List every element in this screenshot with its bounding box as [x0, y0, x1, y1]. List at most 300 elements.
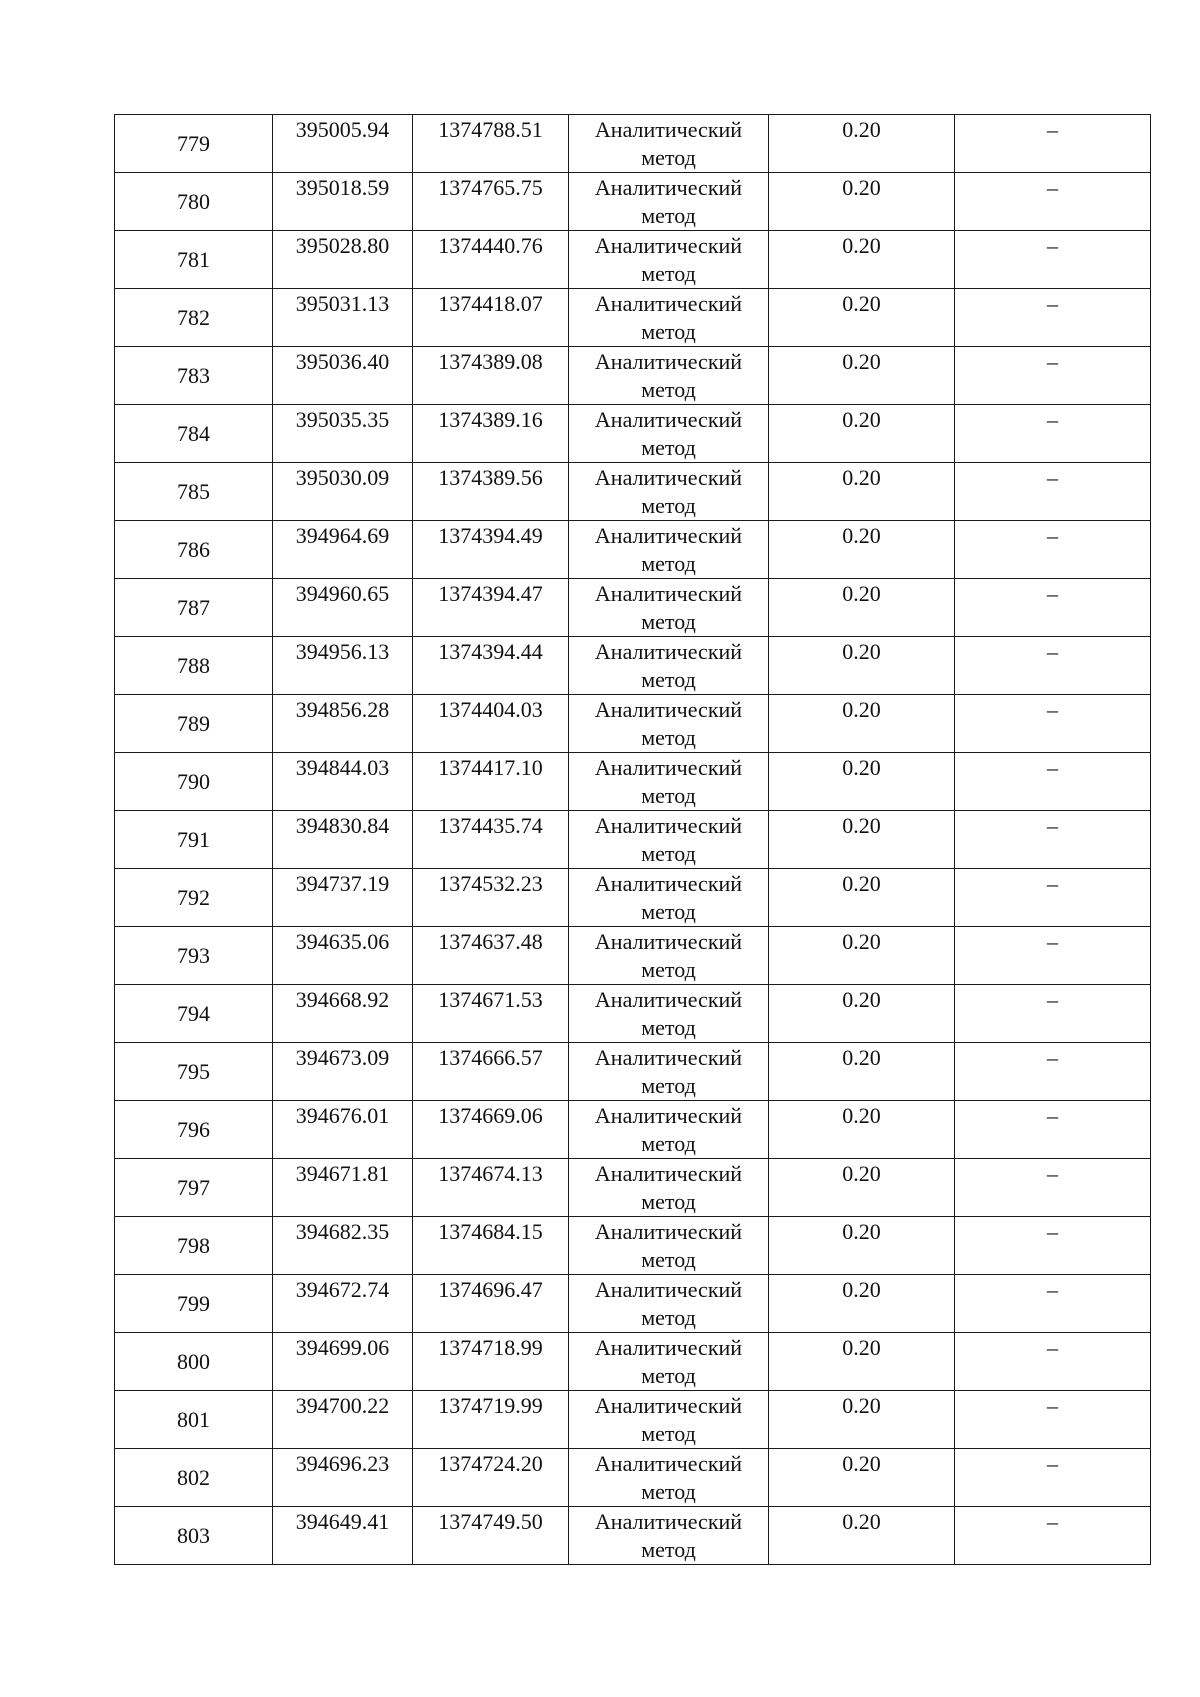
table-row — [115, 1043, 1151, 1101]
x-coordinate-text: 394856.28 — [295, 697, 390, 722]
accuracy-cell — [769, 695, 955, 753]
method-cell — [569, 1217, 769, 1275]
point-number-cell — [115, 521, 273, 579]
point-number-text: 803 — [177, 1522, 210, 1548]
table-row — [115, 289, 1151, 347]
accuracy-text: 0.20 — [842, 1219, 881, 1244]
y-coordinate-text: 1374669.06 — [438, 1103, 543, 1128]
y-coordinate-text: 1374394.47 — [438, 581, 543, 606]
method-cell — [569, 1333, 769, 1391]
point-number-cell — [115, 927, 273, 985]
x-coordinate-cell — [273, 927, 413, 985]
table-row — [115, 173, 1151, 231]
table-row — [115, 695, 1151, 753]
accuracy-text: 0.20 — [842, 1161, 881, 1186]
point-number-cell — [115, 173, 273, 231]
point-number-text: 801 — [177, 1406, 210, 1432]
table-row — [115, 463, 1151, 521]
y-coordinate-cell — [413, 927, 569, 985]
method-text: Аналитический метод — [594, 349, 743, 402]
y-coordinate-cell — [413, 1333, 569, 1391]
method-cell — [569, 811, 769, 869]
point-number-text: 779 — [177, 130, 210, 156]
accuracy-text: 0.20 — [842, 581, 881, 606]
table-row — [115, 347, 1151, 405]
method-text: Аналитический метод — [594, 1277, 743, 1330]
y-coordinate-text: 1374389.56 — [438, 465, 543, 490]
x-coordinate-text: 394964.69 — [295, 523, 390, 548]
point-number-text: 798 — [177, 1232, 210, 1258]
method-cell — [569, 1159, 769, 1217]
method-text: Аналитический метод — [594, 871, 743, 924]
x-coordinate-text: 394672.74 — [295, 1277, 390, 1302]
x-coordinate-text: 394671.81 — [295, 1161, 390, 1186]
point-number-cell — [115, 869, 273, 927]
point-number-text: 790 — [177, 768, 210, 794]
accuracy-cell — [769, 231, 955, 289]
y-coordinate-cell — [413, 231, 569, 289]
y-coordinate-text: 1374696.47 — [438, 1277, 543, 1302]
table-row — [115, 1275, 1151, 1333]
x-coordinate-text: 394960.65 — [295, 581, 390, 606]
table-row — [115, 405, 1151, 463]
y-coordinate-cell — [413, 1101, 569, 1159]
table-row — [115, 1333, 1151, 1391]
accuracy-text: 0.20 — [842, 1451, 881, 1476]
y-coordinate-text: 1374394.44 — [438, 639, 543, 664]
method-text: Аналитический метод — [594, 1335, 743, 1388]
x-coordinate-cell — [273, 115, 413, 173]
x-coordinate-cell — [273, 521, 413, 579]
table-row — [115, 1507, 1151, 1565]
accuracy-cell — [769, 1507, 955, 1565]
description-cell — [955, 347, 1151, 405]
accuracy-cell — [769, 811, 955, 869]
x-coordinate-text: 395030.09 — [295, 465, 390, 490]
method-cell — [569, 115, 769, 173]
y-coordinate-text: 1374749.50 — [438, 1509, 543, 1534]
description-cell — [955, 1333, 1151, 1391]
y-coordinate-cell — [413, 1217, 569, 1275]
description-text: – — [1047, 1045, 1058, 1070]
method-cell — [569, 579, 769, 637]
x-coordinate-cell — [273, 289, 413, 347]
y-coordinate-text: 1374440.76 — [438, 233, 543, 258]
accuracy-text: 0.20 — [842, 871, 881, 896]
description-text: – — [1047, 1451, 1058, 1476]
accuracy-cell — [769, 115, 955, 173]
accuracy-cell — [769, 463, 955, 521]
point-number-text: 780 — [177, 188, 210, 214]
point-number-text: 799 — [177, 1290, 210, 1316]
accuracy-text: 0.20 — [842, 639, 881, 664]
description-cell — [955, 289, 1151, 347]
method-text: Аналитический метод — [594, 291, 743, 344]
y-coordinate-text: 1374435.74 — [438, 813, 543, 838]
point-number-cell — [115, 753, 273, 811]
method-text: Аналитический метод — [594, 581, 743, 634]
method-cell — [569, 1275, 769, 1333]
point-number-text: 792 — [177, 884, 210, 910]
point-number-text: 785 — [177, 478, 210, 504]
y-coordinate-cell — [413, 637, 569, 695]
y-coordinate-cell — [413, 753, 569, 811]
description-cell — [955, 1449, 1151, 1507]
method-text: Аналитический метод — [594, 465, 743, 518]
accuracy-cell — [769, 1217, 955, 1275]
method-cell — [569, 347, 769, 405]
table-row — [115, 1217, 1151, 1275]
x-coordinate-text: 394635.06 — [295, 929, 390, 954]
y-coordinate-text: 1374404.03 — [438, 697, 543, 722]
y-coordinate-cell — [413, 1159, 569, 1217]
point-number-text: 789 — [177, 710, 210, 736]
description-text: – — [1047, 407, 1058, 432]
accuracy-cell — [769, 1391, 955, 1449]
table-row — [115, 1101, 1151, 1159]
description-cell — [955, 1217, 1151, 1275]
table-row — [115, 1391, 1151, 1449]
y-coordinate-cell — [413, 1507, 569, 1565]
method-cell — [569, 1507, 769, 1565]
x-coordinate-cell — [273, 1391, 413, 1449]
x-coordinate-cell — [273, 405, 413, 463]
point-number-cell — [115, 289, 273, 347]
x-coordinate-cell — [273, 1449, 413, 1507]
accuracy-cell — [769, 869, 955, 927]
accuracy-text: 0.20 — [842, 523, 881, 548]
point-number-text: 797 — [177, 1174, 210, 1200]
description-text: – — [1047, 581, 1058, 606]
accuracy-cell — [769, 637, 955, 695]
point-number-cell — [115, 1449, 273, 1507]
x-coordinate-cell — [273, 695, 413, 753]
method-text: Аналитический метод — [594, 1393, 743, 1446]
accuracy-cell — [769, 1275, 955, 1333]
y-coordinate-text: 1374666.57 — [438, 1045, 543, 1070]
accuracy-text: 0.20 — [842, 465, 881, 490]
x-coordinate-text: 395031.13 — [295, 291, 390, 316]
point-number-cell — [115, 347, 273, 405]
table-row — [115, 753, 1151, 811]
method-cell — [569, 405, 769, 463]
table-row — [115, 1449, 1151, 1507]
x-coordinate-text: 394676.01 — [295, 1103, 390, 1128]
x-coordinate-text: 395018.59 — [295, 175, 390, 200]
accuracy-cell — [769, 1101, 955, 1159]
description-cell — [955, 521, 1151, 579]
y-coordinate-cell — [413, 695, 569, 753]
description-text: – — [1047, 813, 1058, 838]
y-coordinate-text: 1374765.75 — [438, 175, 543, 200]
description-text: – — [1047, 291, 1058, 316]
table-row — [115, 927, 1151, 985]
accuracy-cell — [769, 521, 955, 579]
method-text: Аналитический метод — [594, 929, 743, 982]
description-cell — [955, 811, 1151, 869]
x-coordinate-text: 394668.92 — [295, 987, 390, 1012]
description-cell — [955, 985, 1151, 1043]
description-cell — [955, 1507, 1151, 1565]
method-cell — [569, 231, 769, 289]
method-cell — [569, 289, 769, 347]
point-number-cell — [115, 231, 273, 289]
method-text: Аналитический метод — [594, 987, 743, 1040]
description-cell — [955, 115, 1151, 173]
accuracy-text: 0.20 — [842, 349, 881, 374]
point-number-text: 782 — [177, 304, 210, 330]
method-cell — [569, 1043, 769, 1101]
method-text: Аналитический метод — [594, 697, 743, 750]
x-coordinate-cell — [273, 1101, 413, 1159]
description-text: – — [1047, 233, 1058, 258]
accuracy-cell — [769, 1333, 955, 1391]
description-text: – — [1047, 175, 1058, 200]
description-text: – — [1047, 1161, 1058, 1186]
point-number-cell — [115, 115, 273, 173]
x-coordinate-cell — [273, 985, 413, 1043]
point-number-cell — [115, 637, 273, 695]
x-coordinate-text: 395005.94 — [295, 117, 390, 142]
y-coordinate-text: 1374684.15 — [438, 1219, 543, 1244]
x-coordinate-cell — [273, 347, 413, 405]
point-number-cell — [115, 1391, 273, 1449]
method-cell — [569, 463, 769, 521]
method-cell — [569, 695, 769, 753]
method-text: Аналитический метод — [594, 407, 743, 460]
y-coordinate-text: 1374724.20 — [438, 1451, 543, 1476]
y-coordinate-cell — [413, 811, 569, 869]
point-number-cell — [115, 1507, 273, 1565]
method-cell — [569, 637, 769, 695]
accuracy-cell — [769, 579, 955, 637]
method-text: Аналитический метод — [594, 233, 743, 286]
accuracy-cell — [769, 1159, 955, 1217]
point-number-cell — [115, 1217, 273, 1275]
accuracy-cell — [769, 289, 955, 347]
method-text: Аналитический метод — [594, 1219, 743, 1272]
y-coordinate-cell — [413, 521, 569, 579]
description-text: – — [1047, 929, 1058, 954]
accuracy-cell — [769, 405, 955, 463]
point-number-cell — [115, 1333, 273, 1391]
method-text: Аналитический метод — [594, 639, 743, 692]
table-row — [115, 115, 1151, 173]
point-number-text: 793 — [177, 942, 210, 968]
point-number-cell — [115, 1101, 273, 1159]
x-coordinate-text: 395036.40 — [295, 349, 390, 374]
y-coordinate-cell — [413, 869, 569, 927]
y-coordinate-text: 1374788.51 — [438, 117, 543, 142]
accuracy-cell — [769, 753, 955, 811]
point-number-text: 784 — [177, 420, 210, 446]
y-coordinate-text: 1374417.10 — [438, 755, 543, 780]
point-number-cell — [115, 695, 273, 753]
accuracy-cell — [769, 1449, 955, 1507]
point-number-text: 781 — [177, 246, 210, 272]
accuracy-text: 0.20 — [842, 929, 881, 954]
point-number-cell — [115, 405, 273, 463]
x-coordinate-cell — [273, 1217, 413, 1275]
table-row — [115, 231, 1151, 289]
y-coordinate-text: 1374674.13 — [438, 1161, 543, 1186]
accuracy-text: 0.20 — [842, 407, 881, 432]
accuracy-text: 0.20 — [842, 755, 881, 780]
y-coordinate-text: 1374637.48 — [438, 929, 543, 954]
description-text: – — [1047, 871, 1058, 896]
x-coordinate-text: 394699.06 — [295, 1335, 390, 1360]
point-number-text: 783 — [177, 362, 210, 388]
method-text: Аналитический метод — [594, 1103, 743, 1156]
description-text: – — [1047, 1277, 1058, 1302]
table-row — [115, 811, 1151, 869]
description-cell — [955, 173, 1151, 231]
method-text: Аналитический метод — [594, 1509, 743, 1562]
description-text: – — [1047, 1335, 1058, 1360]
point-number-text: 802 — [177, 1464, 210, 1490]
x-coordinate-text: 394844.03 — [295, 755, 390, 780]
y-coordinate-text: 1374718.99 — [438, 1335, 543, 1360]
description-cell — [955, 637, 1151, 695]
point-number-text: 794 — [177, 1000, 210, 1026]
accuracy-text: 0.20 — [842, 1103, 881, 1128]
accuracy-text: 0.20 — [842, 1045, 881, 1070]
y-coordinate-text: 1374671.53 — [438, 987, 543, 1012]
accuracy-text: 0.20 — [842, 813, 881, 838]
description-cell — [955, 231, 1151, 289]
description-cell — [955, 1391, 1151, 1449]
accuracy-text: 0.20 — [842, 175, 881, 200]
x-coordinate-cell — [273, 1159, 413, 1217]
point-number-cell — [115, 463, 273, 521]
method-text: Аналитический метод — [594, 1161, 743, 1214]
y-coordinate-text: 1374719.99 — [438, 1393, 543, 1418]
y-coordinate-cell — [413, 347, 569, 405]
description-cell — [955, 695, 1151, 753]
x-coordinate-text: 394700.22 — [295, 1393, 390, 1418]
method-text: Аналитический метод — [594, 1045, 743, 1098]
x-coordinate-cell — [273, 463, 413, 521]
accuracy-cell — [769, 985, 955, 1043]
table-row — [115, 521, 1151, 579]
y-coordinate-text: 1374394.49 — [438, 523, 543, 548]
description-text: – — [1047, 1103, 1058, 1128]
description-cell — [955, 1043, 1151, 1101]
point-number-text: 791 — [177, 826, 210, 852]
y-coordinate-cell — [413, 173, 569, 231]
x-coordinate-cell — [273, 173, 413, 231]
method-cell — [569, 927, 769, 985]
x-coordinate-text: 395035.35 — [295, 407, 390, 432]
x-coordinate-cell — [273, 1507, 413, 1565]
accuracy-text: 0.20 — [842, 987, 881, 1012]
method-cell — [569, 753, 769, 811]
accuracy-text: 0.20 — [842, 1335, 881, 1360]
y-coordinate-cell — [413, 463, 569, 521]
description-text: – — [1047, 987, 1058, 1012]
x-coordinate-cell — [273, 753, 413, 811]
method-cell — [569, 1449, 769, 1507]
point-number-cell — [115, 579, 273, 637]
accuracy-text: 0.20 — [842, 117, 881, 142]
y-coordinate-text: 1374532.23 — [438, 871, 543, 896]
description-text: – — [1047, 349, 1058, 374]
method-cell — [569, 1391, 769, 1449]
description-text: – — [1047, 117, 1058, 142]
description-text: – — [1047, 465, 1058, 490]
description-cell — [955, 1101, 1151, 1159]
method-text: Аналитический метод — [594, 1451, 743, 1504]
y-coordinate-cell — [413, 1275, 569, 1333]
y-coordinate-cell — [413, 579, 569, 637]
y-coordinate-cell — [413, 1449, 569, 1507]
accuracy-cell — [769, 927, 955, 985]
method-text: Аналитический метод — [594, 813, 743, 866]
y-coordinate-text: 1374418.07 — [438, 291, 543, 316]
method-cell — [569, 1101, 769, 1159]
x-coordinate-text: 394673.09 — [295, 1045, 390, 1070]
description-cell — [955, 869, 1151, 927]
table-row — [115, 579, 1151, 637]
table-row — [115, 869, 1151, 927]
description-text: – — [1047, 523, 1058, 548]
description-cell — [955, 463, 1151, 521]
description-text: – — [1047, 1219, 1058, 1244]
method-cell — [569, 869, 769, 927]
description-cell — [955, 753, 1151, 811]
accuracy-cell — [769, 173, 955, 231]
coordinates-table-body — [115, 115, 1151, 1565]
y-coordinate-cell — [413, 1043, 569, 1101]
point-number-text: 787 — [177, 594, 210, 620]
x-coordinate-text: 394737.19 — [295, 871, 390, 896]
point-number-cell — [115, 985, 273, 1043]
y-coordinate-cell — [413, 405, 569, 463]
accuracy-text: 0.20 — [842, 233, 881, 258]
description-text: – — [1047, 639, 1058, 664]
method-cell — [569, 173, 769, 231]
accuracy-text: 0.20 — [842, 1393, 881, 1418]
x-coordinate-text: 394649.41 — [295, 1509, 390, 1534]
method-text: Аналитический метод — [594, 175, 743, 228]
y-coordinate-text: 1374389.16 — [438, 407, 543, 432]
x-coordinate-cell — [273, 869, 413, 927]
description-cell — [955, 1275, 1151, 1333]
y-coordinate-cell — [413, 289, 569, 347]
method-text: Аналитический метод — [594, 523, 743, 576]
point-number-text: 796 — [177, 1116, 210, 1142]
point-number-text: 786 — [177, 536, 210, 562]
coordinates-table — [114, 114, 1151, 1565]
table-row — [115, 1159, 1151, 1217]
accuracy-text: 0.20 — [842, 1509, 881, 1534]
point-number-text: 795 — [177, 1058, 210, 1084]
table-row — [115, 985, 1151, 1043]
point-number-cell — [115, 1043, 273, 1101]
x-coordinate-cell — [273, 811, 413, 869]
x-coordinate-text: 395028.80 — [295, 233, 390, 258]
point-number-text: 788 — [177, 652, 210, 678]
y-coordinate-text: 1374389.08 — [438, 349, 543, 374]
table-row — [115, 637, 1151, 695]
x-coordinate-cell — [273, 579, 413, 637]
method-text: Аналитический метод — [594, 117, 743, 170]
method-text: Аналитический метод — [594, 755, 743, 808]
y-coordinate-cell — [413, 985, 569, 1043]
description-text: – — [1047, 1509, 1058, 1534]
point-number-text: 800 — [177, 1348, 210, 1374]
method-cell — [569, 521, 769, 579]
